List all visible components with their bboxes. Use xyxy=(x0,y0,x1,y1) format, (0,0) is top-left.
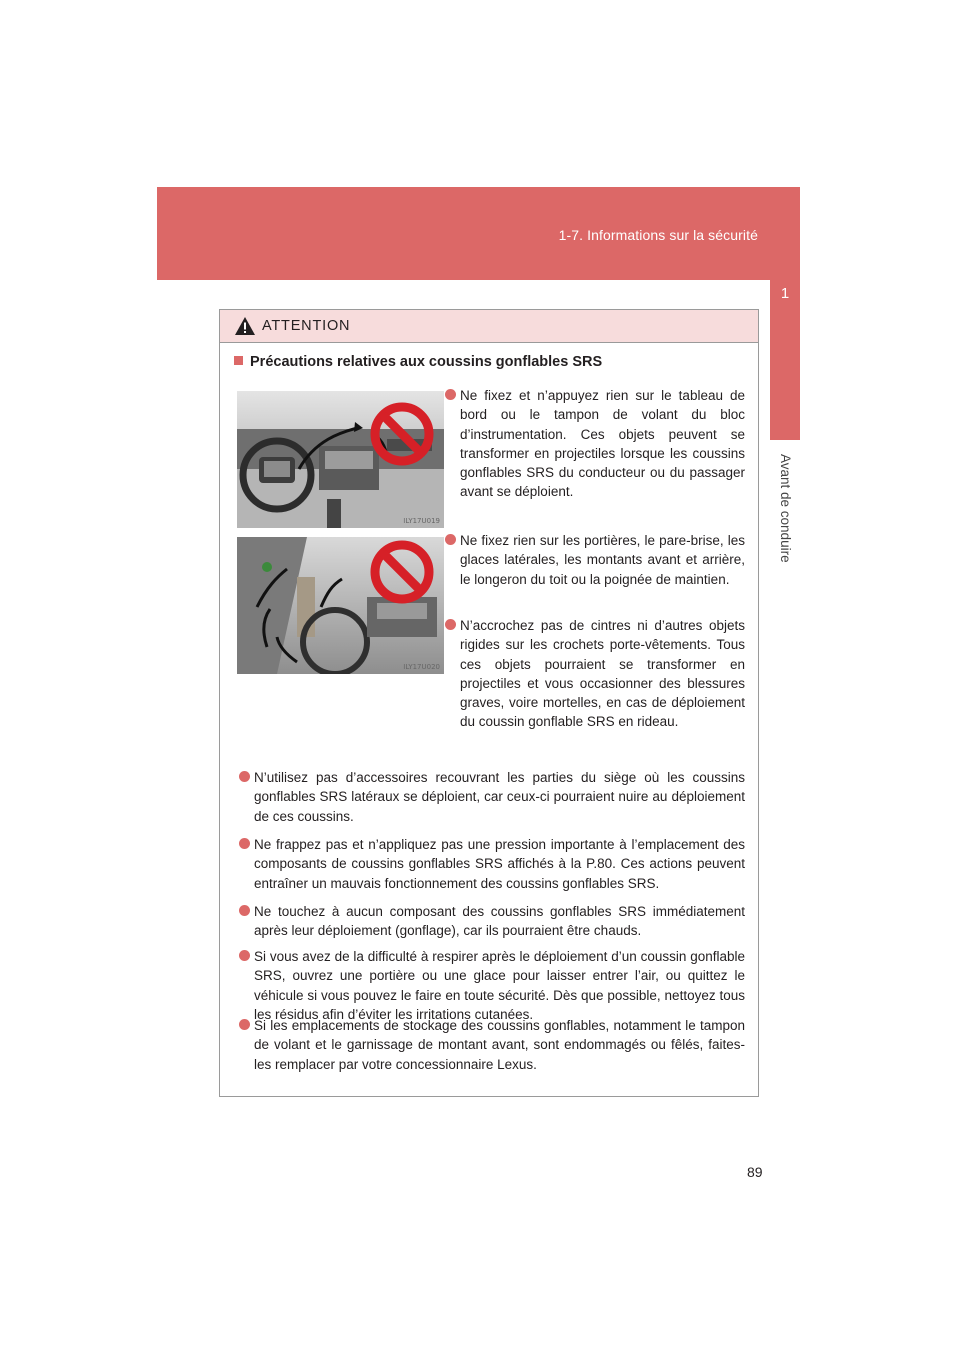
figure-code: ILY17U019 xyxy=(403,517,440,525)
bullet-item xyxy=(254,835,745,893)
bullet-item xyxy=(460,616,745,732)
chapter-tab xyxy=(770,187,800,440)
square-bullet-icon xyxy=(234,356,243,365)
bullet-text: N’accrochez pas de cintres ni d’autres objets rigides sur les crochets porte-vêtements. Tous ces objets pourraient se transformer en projectiles et vous occasionner des blessures graves, voire mortelles, en cas de déploiement du coussin gonflable SRS en rideau. xyxy=(460,618,745,730)
bullet-text: Ne fixez et n’appuyez rien sur le tableau de bord ou le tampon de volant du bloc d’instrumentation. Ces objets peuvent se transformer en projectiles lorsque les coussins gonflables SRS du conducteur ou du passager avant se déploient. xyxy=(460,388,745,500)
bullet-text: Si vous avez de la difficulté à respirer après le déploiement d’un coussin gonflable SRS, ouvrez une portière ou une glace pour laisser entrer l’air, ou quittez le véhicule si vous pouvez le faire en toute sécurité. Dès que possible, nettoyez tous les résidus afin d’éviter les irritations cutanées. xyxy=(254,949,745,1022)
interior-illustration xyxy=(237,537,444,674)
chapter-label-container xyxy=(776,454,794,614)
bullet-dot-icon xyxy=(445,389,456,400)
bullet-item xyxy=(254,1016,745,1074)
bullet-text: Ne frappez pas et n’appliquez pas une pression importante à l’emplacement des composants de coussins gonflables SRS affichés à la P.80. Ces actions peuvent entraîner un mauvais fonctionnement des coussins gonflables SRS. xyxy=(254,837,745,891)
section-title-text: Précautions relatives aux coussins gonflables SRS xyxy=(250,354,603,370)
figure-code: ILY17U020 xyxy=(403,663,440,671)
bullet-item xyxy=(254,902,745,941)
bullet-item xyxy=(460,386,745,502)
section-title xyxy=(234,354,602,370)
warning-box xyxy=(219,309,759,1097)
bullet-text: N’utilisez pas d’accessoires recouvrant les parties du siège où les coussins gonflables SRS latéraux se déploient, car ceux-ci pourraient nuire au déploiement de ces coussins. xyxy=(254,770,745,824)
warning-title: ATTENTION xyxy=(262,318,351,334)
chapter-label: Avant de conduire xyxy=(778,454,793,563)
bullet-dot-icon xyxy=(239,771,250,782)
warning-triangle-icon xyxy=(234,316,256,336)
bullet-dot-icon xyxy=(445,619,456,630)
bullet-dot-icon xyxy=(239,1019,250,1030)
bullet-item xyxy=(254,947,745,1024)
page-number: 89 xyxy=(747,1164,763,1180)
figure-interior xyxy=(237,537,444,674)
bullet-text: Ne touchez à aucun composant des coussins gonflables SRS immédiatement après leur déploiement (gonflage), car ils pourraient être chauds. xyxy=(254,904,745,939)
bullet-item xyxy=(254,768,745,826)
chapter-number: 1 xyxy=(780,285,790,302)
bullet-dot-icon xyxy=(239,838,250,849)
bullet-item xyxy=(460,531,745,589)
chapter-header-band xyxy=(157,187,800,280)
bullet-text: Si les emplacements de stockage des coussins gonflables, notamment le tampon de volant et le garnissage de montant avant, sont endommagés ou fêlés, faites-les remplacer par votre concessionnaire Lexus. xyxy=(254,1018,745,1072)
warning-header xyxy=(220,310,758,343)
bullet-dot-icon xyxy=(445,534,456,545)
bullet-dot-icon xyxy=(239,905,250,916)
section-breadcrumb: 1-7. Informations sur la sécurité xyxy=(558,227,758,243)
bullet-dot-icon xyxy=(239,950,250,961)
figure-dashboard xyxy=(237,391,444,528)
bullet-text: Ne fixez rien sur les portières, le pare-brise, les glaces latérales, les montants avant et arrière, le longeron du toit ou la poignée de maintien. xyxy=(460,533,745,587)
dashboard-illustration xyxy=(237,391,444,528)
